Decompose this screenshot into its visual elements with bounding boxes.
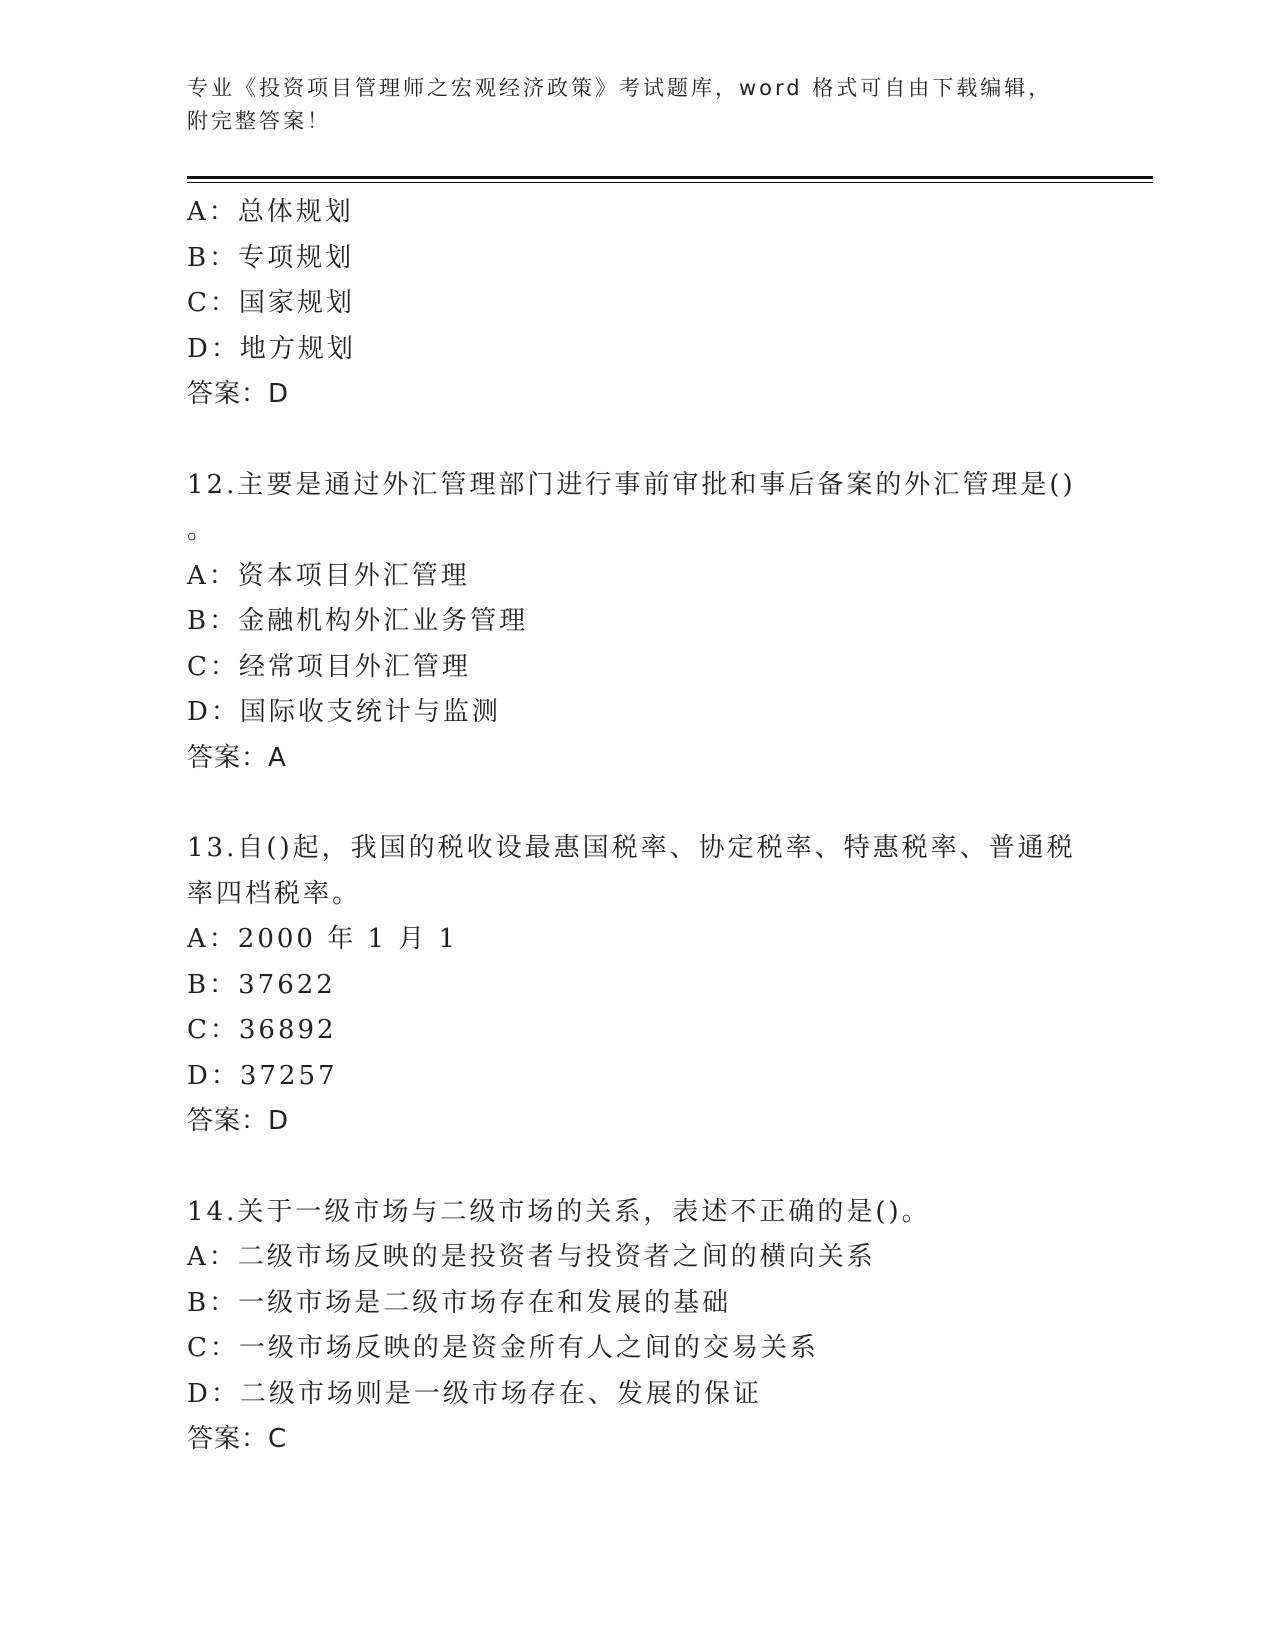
option-d: D：地方规划: [187, 333, 356, 364]
answer-label: 答案：D: [187, 379, 290, 409]
option-d: D：37257: [187, 1060, 338, 1091]
option-a: A：2000 年 1 月 1: [187, 924, 459, 954]
question-stem-continued: 率四档税率。: [187, 878, 362, 909]
question-12: [187, 463, 1087, 782]
option-a: A：二级市场反映的是投资者与投资者之间的横向关系: [187, 1242, 876, 1272]
option-d: D：国际收支统计与监测: [187, 697, 501, 727]
document-header: [187, 72, 1087, 138]
answer-label: 答案：D: [187, 1106, 290, 1136]
question-stem: 13.自()起，我国的税收设最惠国税率、协定税率、特惠税率、普通税: [187, 833, 1076, 863]
option-b: B：一级市场是二级市场存在和发展的基础: [187, 1287, 732, 1318]
option-a: A：总体规划: [187, 197, 354, 227]
option-d: D：二级市场则是一级市场存在、发展的保证: [187, 1378, 762, 1409]
question-11: [187, 190, 1087, 418]
header-divider-thin: [187, 182, 1153, 183]
question-stem: 12.主要是通过外汇管理部门进行事前审批和事后备案的外汇管理是(): [187, 469, 1076, 500]
answer-label: 答案：A: [187, 742, 287, 773]
question-stem-continued: 。: [187, 515, 217, 545]
question-14: [187, 1190, 1087, 1463]
option-c: C：经常项目外汇管理: [187, 651, 471, 682]
question-list: [187, 190, 1087, 1463]
question-stem: 14.关于一级市场与二级市场的关系，表述不正确的是()。: [187, 1196, 931, 1227]
option-c: C：36892: [187, 1015, 337, 1045]
option-a: A：资本项目外汇管理: [187, 560, 470, 591]
header-line-1: 专业《投资项目管理师之宏观经济政策》考试题库，word 格式可自由下载编辑，: [187, 76, 1053, 100]
header-line-2: 附完整答案！: [187, 109, 331, 133]
option-b: B：专项规划: [187, 242, 355, 273]
header-divider-thick: [187, 176, 1153, 179]
answer-label: 答案：C: [187, 1424, 288, 1454]
option-c: C：国家规划: [187, 288, 355, 318]
spacer: [187, 781, 1087, 826]
question-13: [187, 826, 1087, 1145]
option-c: C：一级市场反映的是资金所有人之间的交易关系: [187, 1333, 819, 1363]
spacer: [187, 1145, 1087, 1190]
option-b: B：金融机构外汇业务管理: [187, 606, 529, 636]
option-b: B：37622: [187, 969, 336, 1000]
spacer: [187, 418, 1087, 463]
